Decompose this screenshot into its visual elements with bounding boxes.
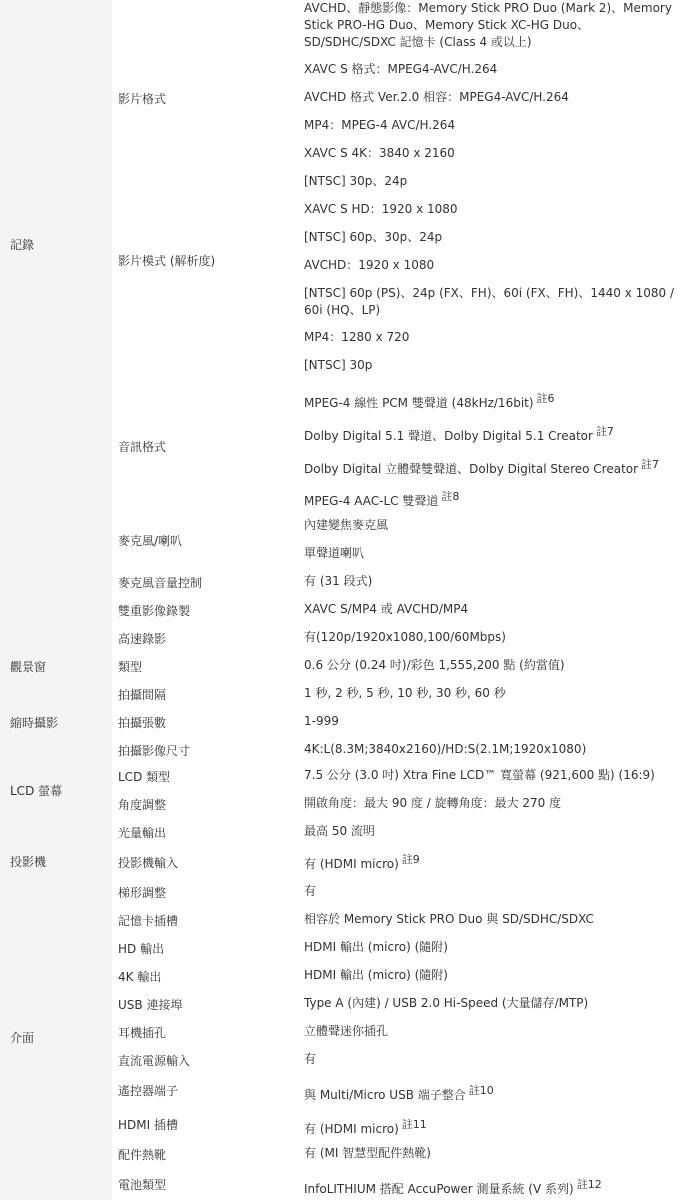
row-label: 直流電源輸入 [118,1054,191,1068]
row-label: 遙控器端子 [118,1084,179,1098]
row-label: 梯形調整 [118,886,167,900]
row-value: AVCHD、靜態影像：Memory Stick PRO Duo (Mark 2)、Memory Stick PRO-HG Duo、Memory Stick XC-HG Duo、SD/SDHC/SDXC 記憶卡 (Class 4 或以上) [304,1,672,49]
row-label: HDMI 插槽 [118,1118,178,1132]
row-value [304,390,680,412]
footnote-ref[interactable]: 註7 [595,425,614,438]
row-label: 光量輸出 [118,826,167,840]
row-value: 單聲道喇叭 [304,546,365,560]
row-value: 1 秒, 2 秒, 5 秒, 10 秒, 30 秒, 60 秒 [304,686,506,700]
row-value: XAVC S 4K：3840 x 2160 [304,146,455,160]
row-value: AVCHD 格式 Ver.2.0 相容：MPEG4-AVC/H.264 [304,90,569,104]
footnote-ref[interactable]: 註8 [441,490,460,503]
row-value: 開啟角度：最大 90 度 / 旋轉角度：最大 270 度 [304,796,562,810]
row-value [304,423,680,445]
row-value [304,1176,680,1198]
row-label: 拍攝影像尺寸 [118,744,191,758]
row-label: 影片格式 [118,92,167,106]
row-label: 配件熱靴 [118,1148,167,1162]
row-label: 拍攝張數 [118,716,167,730]
value-text: MPEG-4 線性 PCM 雙聲道 (48kHz/16bit) [304,396,534,410]
category-lcd: LCD 螢幕 [10,784,63,798]
row-value: [NTSC] 60p、30p、24p [304,230,443,244]
footnote-ref[interactable]: 註9 [401,853,420,866]
row-label: 雙重影像錄製 [118,604,191,618]
row-value: 有 [304,1052,317,1066]
row-value: 7.5 公分 (3.0 吋) Xtra Fine LCD™ 寬螢幕 (921,600 點) (16:9) [304,768,655,782]
row-value [304,456,680,478]
footnote-ref[interactable]: 註11 [401,1118,427,1131]
row-value: MP4：1280 x 720 [304,330,410,344]
row-value: 有 (31 段式) [304,574,373,588]
row-value: 相容於 Memory Stick PRO Duo 與 SD/SDHC/SDXC [304,912,594,926]
row-label: 拍攝間隔 [118,688,167,702]
row-label: 高速錄影 [118,632,167,646]
row-value: AVCHD：1920 x 1080 [304,258,435,272]
row-label: 記憶卡插槽 [118,914,179,928]
value-text: InfoLITHIUM 搭配 AccuPower 測量系統 (V 系列) [304,1182,574,1196]
footnote-ref[interactable]: 註12 [576,1178,602,1191]
row-label: 4K 輸出 [118,970,162,984]
value-text: Dolby Digital 立體聲雙聲道、Dolby Digital Stereo Creator [304,462,639,476]
footnote-ref[interactable]: 註7 [641,458,660,471]
row-value: 有(120p/1920x1080,100/60Mbps) [304,630,506,644]
row-label: 投影機輸入 [118,856,179,870]
row-value: XAVC S/MP4 或 AVCHD/MP4 [304,602,469,616]
footnote-ref[interactable]: 註10 [468,1084,494,1097]
row-value: 立體聲迷你插孔 [304,1024,389,1038]
row-value: [NTSC] 30p、24p [304,174,408,188]
row-value: 有 [304,884,317,898]
value-text: Dolby Digital 5.1 聲道、Dolby Digital 5.1 Creator [304,429,593,443]
row-value: 有 (MI 智慧型配件熱靴) [304,1146,431,1160]
row-value: XAVC S HD：1920 x 1080 [304,202,458,216]
row-label: 麥克風音量控制 [118,576,203,590]
row-value: [NTSC] 30p [304,358,373,372]
row-value: 0.6 公分 (0.24 吋)/彩色 1,555,200 點 (約當值) [304,658,565,672]
row-value [304,1082,680,1104]
row-label: 音訊格式 [118,440,167,454]
row-label: 麥克風/喇叭 [118,534,183,548]
row-value: Type A (內建) / USB 2.0 Hi-Speed (大量儲存/MTP) [304,996,589,1010]
footnote-ref[interactable]: 註6 [536,392,555,405]
category-viewfinder: 觀景窗 [10,660,47,674]
value-text: MPEG-4 AAC-LC 雙聲道 [304,494,439,508]
category-column [0,0,112,1200]
value-text: 有 (HDMI micro) [304,857,399,871]
row-value: 1-999 [304,714,339,728]
row-value: MP4：MPEG-4 AVC/H.264 [304,118,456,132]
category-projector: 投影機 [10,855,47,869]
row-label: USB 連接埠 [118,998,183,1012]
row-value: HDMI 輸出 (micro) (隨附) [304,968,448,982]
row-value [304,851,680,873]
row-value: 最高 50 流明 [304,824,375,838]
row-value [304,1116,680,1138]
row-label: LCD 類型 [118,770,171,784]
value-text: 有 (HDMI micro) [304,1122,399,1136]
row-value: [NTSC] 60p (PS)、24p (FX、FH)、60i (FX、FH)、1440 x 1080 / 60i (HQ、LP) [304,286,675,317]
row-label: 耳機插孔 [118,1026,167,1040]
category-interface: 介面 [10,1031,35,1045]
row-value [304,488,680,510]
row-value: 內建變焦麥克風 [304,518,389,532]
category-recording: 記錄 [10,238,35,252]
row-value: HDMI 輸出 (micro) (隨附) [304,940,448,954]
row-label: 角度調整 [118,798,167,812]
row-label: 類型 [118,660,143,674]
row-label: 影片模式 (解析度) [118,254,216,268]
row-value: 4K:L(8.3M;3840x2160)/HD:S(2.1M;1920x1080) [304,742,587,756]
row-label: HD 輸出 [118,942,165,956]
row-value: XAVC S 格式：MPEG4-AVC/H.264 [304,62,498,76]
value-text: 與 Multi/Micro USB 端子整合 [304,1088,466,1102]
category-timelapse: 縮時攝影 [10,716,59,730]
row-label: 電池類型 [118,1178,167,1192]
